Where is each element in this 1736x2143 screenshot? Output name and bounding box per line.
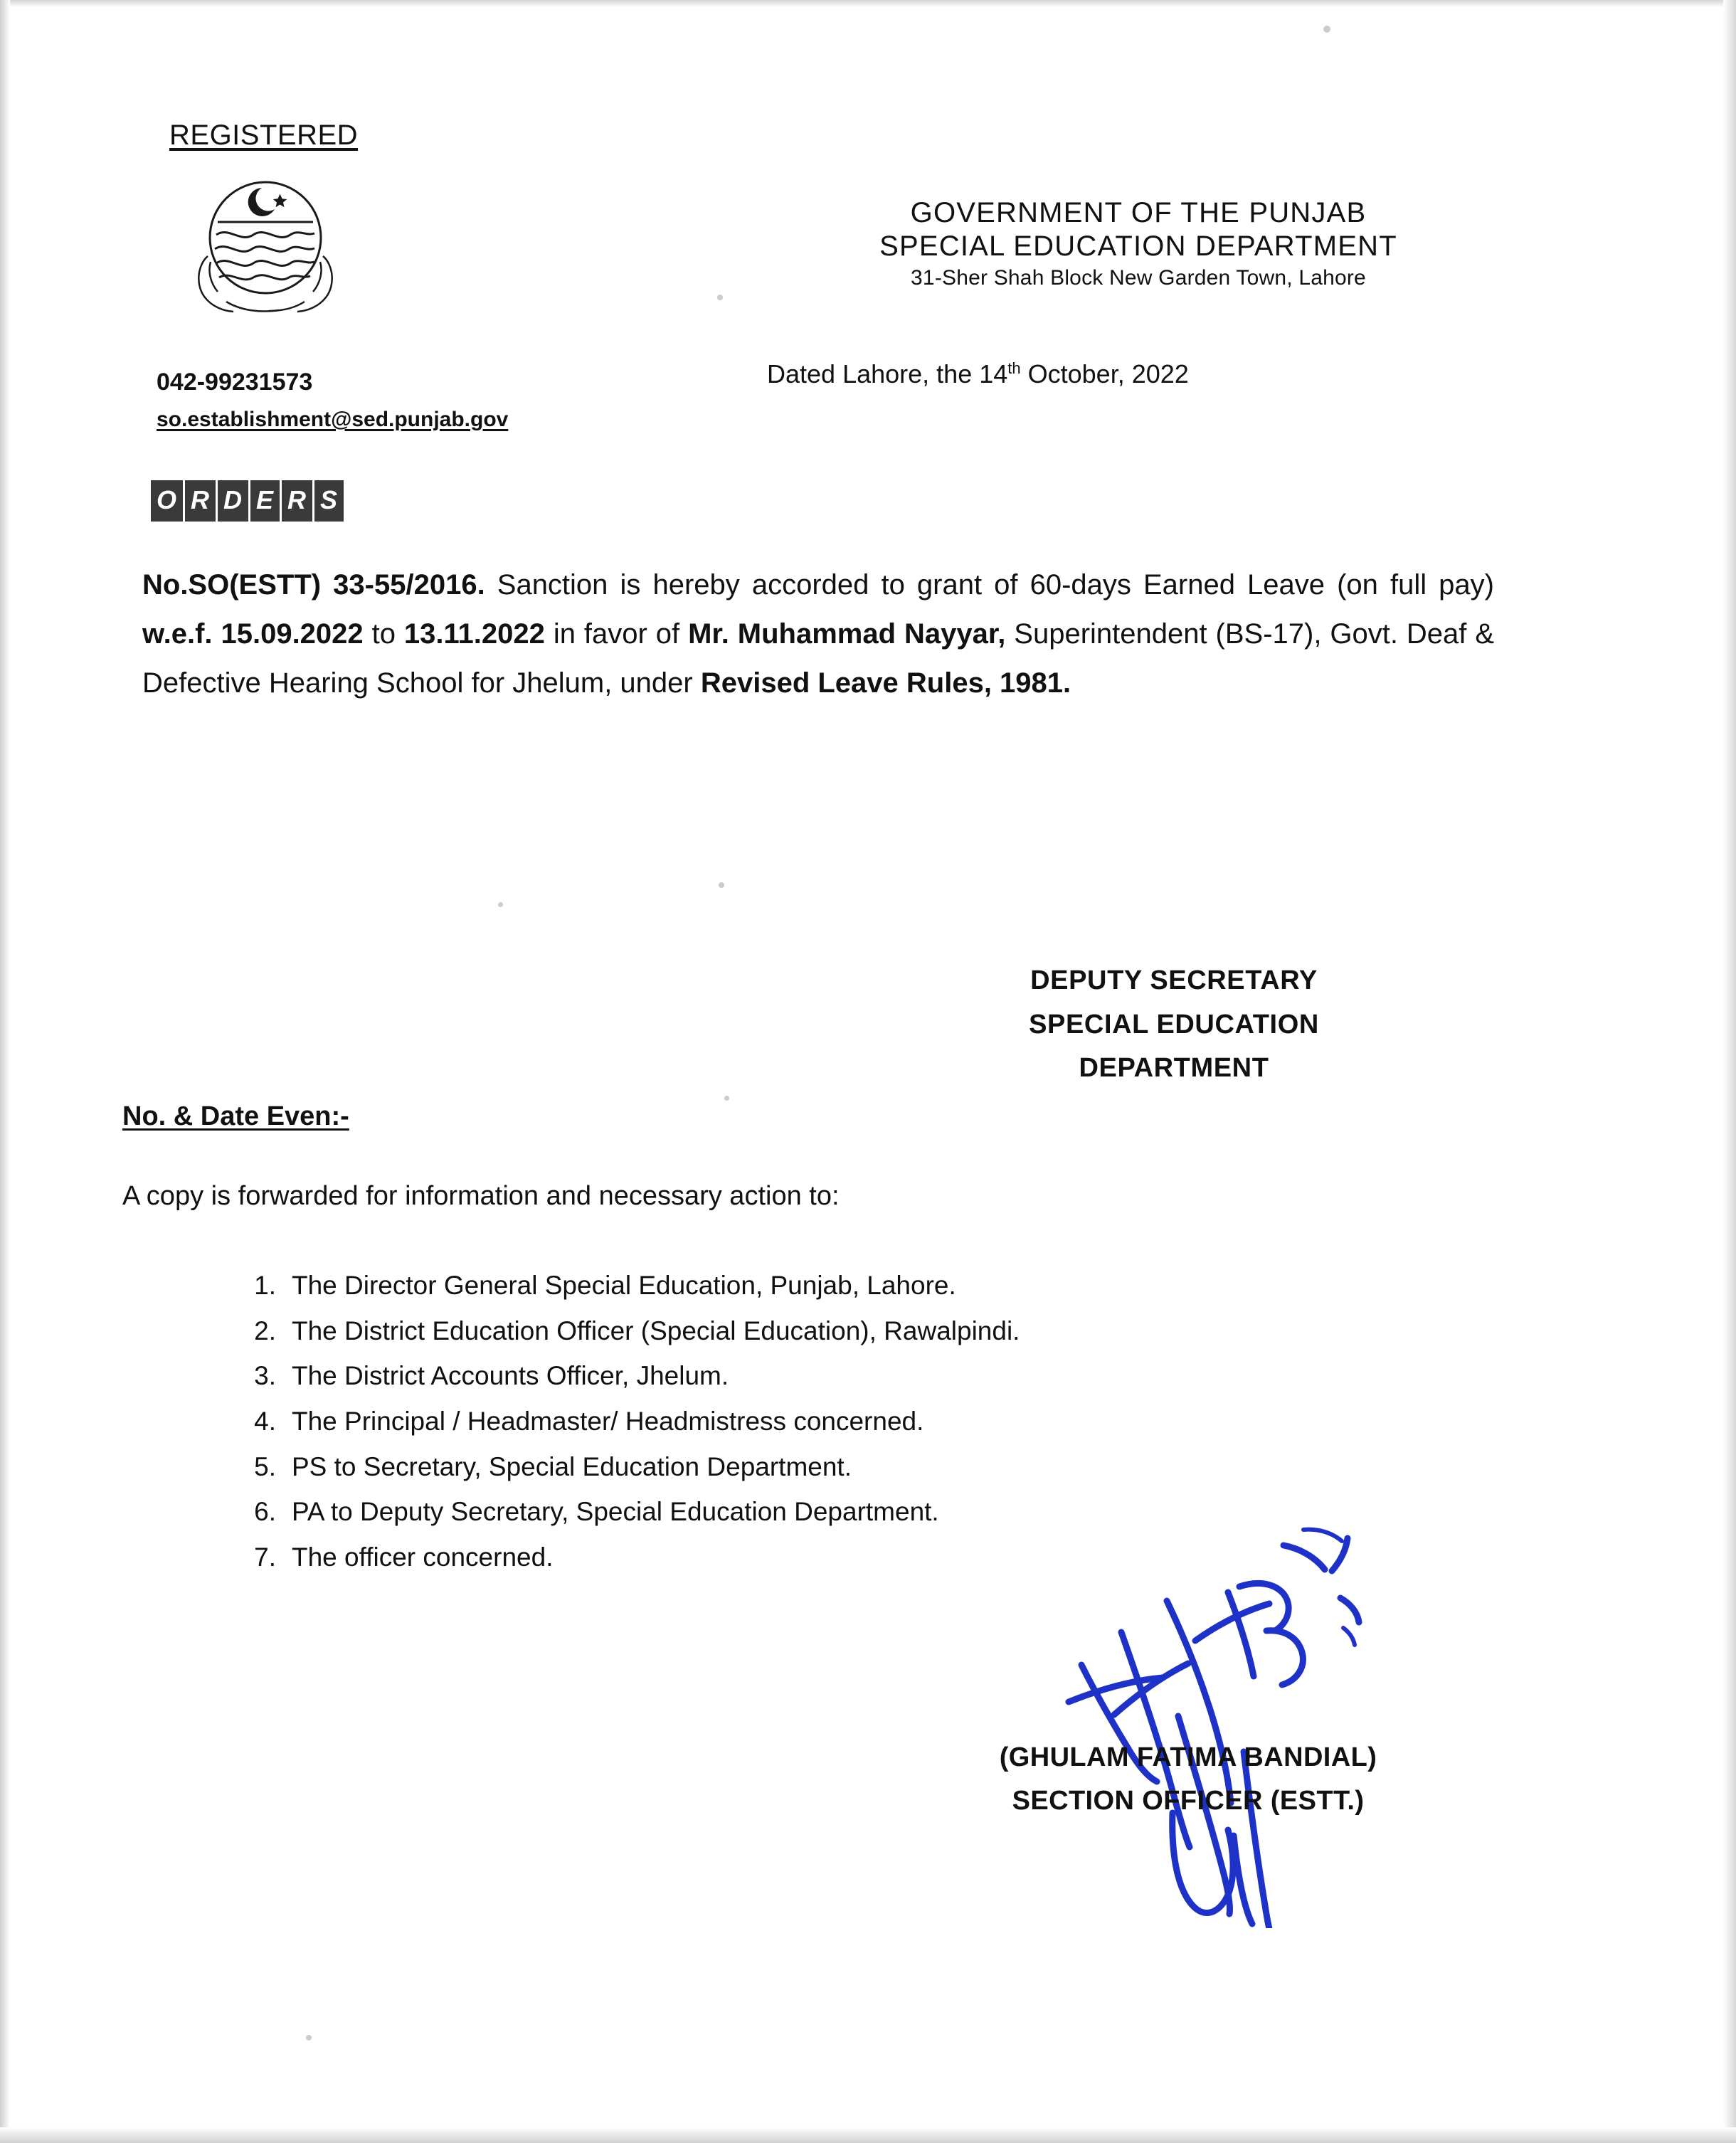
list-item-text: The officer concerned. [292,1542,554,1572]
officer-designation: Superintendent (BS-17), Govt. Deaf & Defective Hearing School for Jhelum, under [142,618,1495,699]
orders-letter: S [314,480,344,522]
list-item-text: The District Accounts Officer, Jhelum. [292,1361,729,1391]
to-connector: to [363,618,404,650]
scan-edge-left [0,0,10,2143]
end-date: 13.11.2022 [403,618,545,650]
sanction-text: Sanction is hereby accorded to grant of 60-days Earned Leave (on full pay) [485,569,1494,600]
scan-speck [717,295,723,300]
reference-number: No.SO(ESTT) 33-55/2016. [142,569,485,600]
signatory-line-1: DEPUTY SECRETARY [1030,965,1318,995]
list-item-text: The District Education Officer (Special Education), Rawalpindi. [292,1316,1020,1345]
orders-letter: E [250,480,280,522]
list-item-text: PA to Deputy Secretary, Special Education Department. [292,1497,939,1527]
list-item [235,1263,1444,1308]
copy-forwarded-line: A copy is forwarded for information and necessary action to: [122,1181,840,1211]
scan-edge-right [1723,0,1736,2143]
organization-header [761,196,1515,290]
dated-line [767,359,1189,389]
list-item-number: 6. [254,1497,276,1527]
signatory-line-3: DEPARTMENT [1079,1053,1269,1084]
signatory-name: (GHULAM FATIMA BANDIAL) [999,1742,1377,1772]
orders-letter: D [218,480,248,522]
list-item-text: The Director General Special Education, Punjab, Lahore. [292,1271,956,1300]
contact-phone: 042-99231573 [157,369,313,396]
orders-heading [151,480,346,522]
contact-email: so.establishment@sed.punjab.gov [157,408,509,431]
signatory-designation-block [882,959,1466,1091]
government-title: GOVERNMENT OF THE PUNJAB [910,197,1367,228]
list-item-text: PS to Secretary, Special Education Department. [292,1451,852,1481]
recipients-list [235,1263,1444,1580]
list-item-number: 2. [254,1316,276,1345]
orders-letter: R [282,480,312,522]
scan-speck [1323,26,1330,33]
dated-superscript: th [1007,359,1021,377]
list-item-number: 7. [254,1542,276,1572]
scan-speck [306,2035,312,2041]
list-item-number: 5. [254,1451,276,1481]
scan-edge-bottom [0,2127,1736,2143]
list-item-number: 4. [254,1406,276,1436]
scan-speck [724,1096,729,1101]
list-item [235,1399,1444,1444]
closing-signatory-block [854,1736,1523,1823]
wef-date: w.e.f. 15.09.2022 [142,618,364,650]
list-item [235,1353,1444,1399]
department-title: SPECIAL EDUCATION DEPARTMENT [879,231,1397,263]
signatory-role: SECTION OFFICER (ESTT.) [1012,1785,1365,1816]
no-and-date-even-label: No. & Date Even:- [122,1101,349,1131]
list-item [235,1444,1444,1490]
scan-speck [719,882,724,888]
dated-suffix: October, 2022 [1020,359,1189,388]
orders-letter: O [151,480,183,522]
dated-prefix: Dated Lahore, the 14 [767,359,1008,388]
punjab-government-emblem-icon [176,169,354,315]
list-item [235,1308,1444,1354]
list-item [235,1489,1444,1535]
list-item-number: 1. [254,1271,276,1300]
list-item-text: The Principal / Headmaster/ Headmistress concerned. [292,1406,924,1436]
scan-speck [498,902,503,907]
in-favor-of-text: in favor of [544,618,689,650]
leave-rules: Revised Leave Rules, 1981. [700,667,1071,699]
officer-name: Mr. Muhammad Nayyar, [688,618,1006,650]
scan-edge-top [0,0,1736,7]
order-body-paragraph [142,561,1494,707]
orders-letter: R [185,480,216,522]
list-item-number: 3. [254,1361,276,1391]
signatory-line-2: SPECIAL EDUCATION [1029,1009,1319,1039]
department-address: 31-Sher Shah Block New Garden Town, Lahore [911,266,1366,290]
list-item [235,1535,1444,1580]
registered-stamp-label: REGISTERED [169,120,359,151]
